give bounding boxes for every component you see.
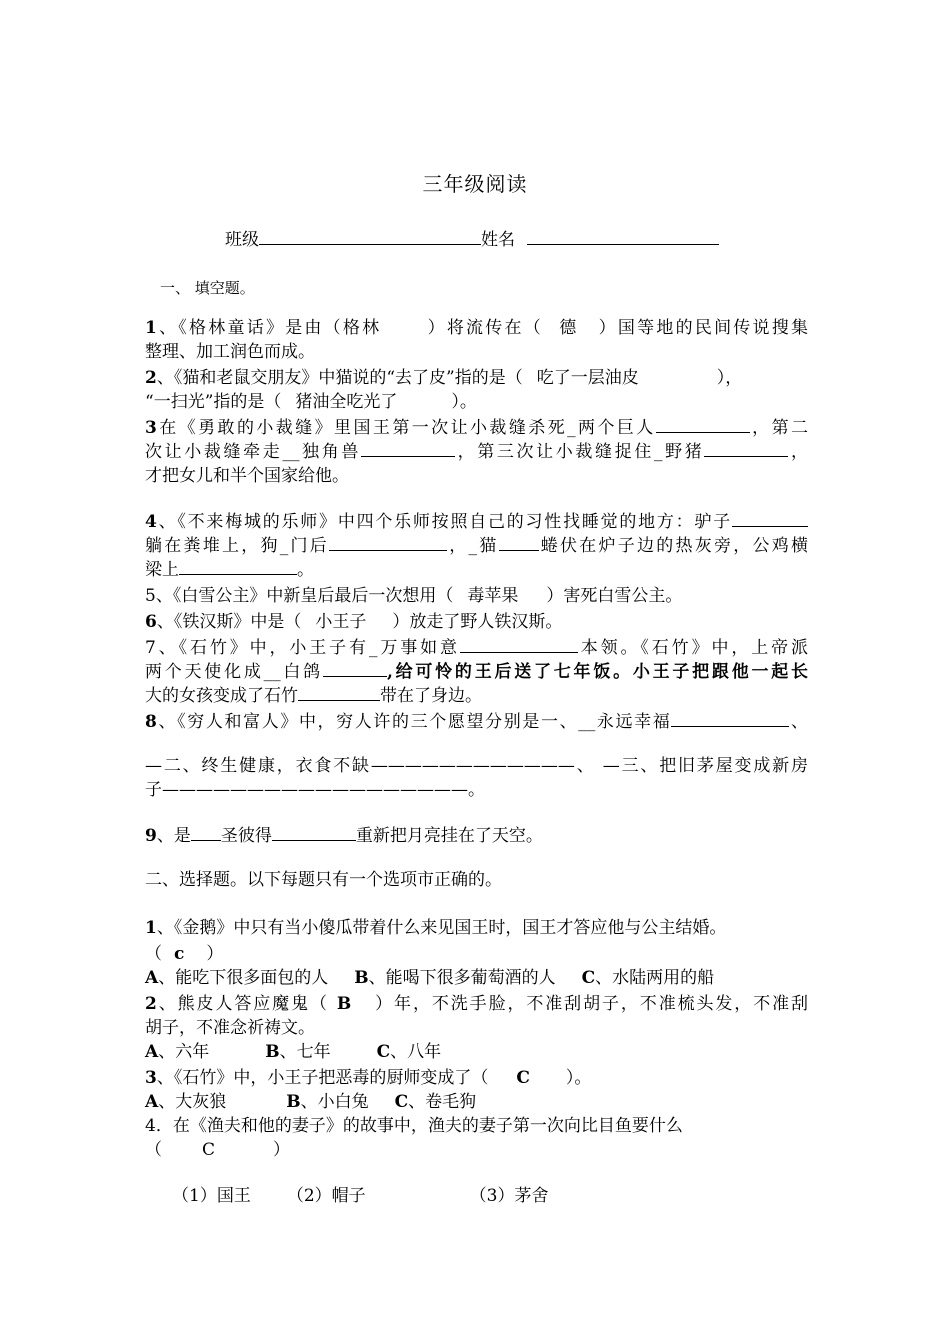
section1-heading: 一、 填空题。 (160, 279, 255, 297)
s1-q4-line1: 4、《不来梅城的乐师》中四个乐师按照自己的习性找睡觉的地方：驴子 (145, 510, 808, 534)
blank[interactable] (460, 636, 578, 653)
option-2: （2）帽子 (286, 1186, 366, 1206)
s2-q1-answer-line: （ c ） (145, 944, 224, 964)
blank[interactable] (329, 534, 447, 551)
answer: B (336, 994, 352, 1014)
answer: 猪油全吃光了 (295, 392, 398, 412)
blank[interactable] (323, 660, 387, 677)
s2-q3-line1: 3、《石竹》中，小王子把恶毒的厨师变成了（ C ）。 (145, 1068, 592, 1088)
s1-q2-line1: 2、《猫和老鼠交朋友》中猫说的“去了皮”指的是（ 吃了一层油皮 ）， (145, 368, 743, 388)
name-field[interactable] (527, 228, 719, 245)
answer: 吃了一层油皮 (536, 368, 639, 388)
answer: 毒苹果 (467, 586, 519, 606)
s2-q4-options (172, 1184, 835, 1208)
s1-q9-line: 9、是 圣彼得 重新把月亮挂在了天空。 (145, 826, 543, 846)
blank[interactable] (671, 710, 789, 727)
blank[interactable] (656, 416, 750, 433)
name-label: 姓名 (481, 230, 515, 250)
s2-q4-line1: 4．在《渔夫和他的妻子》的故事中，渔夫的妻子第一次向比目鱼要什么 (145, 1116, 683, 1136)
s1-q3-line1: 3在《勇敢的小裁缝》里国王第一次让小裁缝杀死_两个巨人 ，第二 (145, 418, 808, 438)
option-1: （1）国王 (172, 1186, 251, 1206)
class-label: 班级 (225, 230, 259, 250)
answer: 德 (556, 318, 579, 338)
s1-q4-line3: 梁上 。 (145, 560, 314, 580)
s2-q3-options: A、大灰狼 B、小白兔 C、卷毛狗 (145, 1092, 477, 1112)
s1-q3-line3: 才把女儿和半个国家给他。 (145, 466, 349, 486)
student-info-row (225, 228, 745, 252)
answer: 小王子 (315, 612, 367, 632)
blank[interactable] (272, 824, 356, 841)
blank[interactable] (298, 684, 380, 701)
s2-q1-line1: 1、《金鹅》中只有当小傻瓜带着什么来见国王时，国王才答应他与公主结婚。 (145, 918, 727, 938)
s1-q8-line1: 8、《穷人和富人》中，穷人许的三个愿望分别是一、__永远幸福 、 (145, 712, 809, 732)
section2-heading: 二、选择题。以下每题只有一个选项市正确的。 (145, 870, 502, 890)
s1-q8-line3: 子——————————————————。 (145, 780, 485, 800)
blank[interactable] (361, 440, 455, 457)
blank[interactable] (179, 558, 297, 575)
s1-q3-line2: 次让小裁缝牵走__独角兽 ，第三次让小裁缝捉住_野猪 ， (145, 442, 809, 462)
s2-q2-line2: 胡子，不准念祈祷文。 (145, 1018, 315, 1038)
s2-q4-answer-line: （ C ） (145, 1140, 291, 1160)
option-3: （3）茅舍 (469, 1186, 549, 1206)
s1-q7-line1: 7、《石竹》中，小王子有_万事如意 本领。《石竹》中，上帝派 (145, 638, 808, 658)
s1-q4-line2: 躺在粪堆上，狗_门后 ，_猫 蜷伏在炉子边的热灰旁，公鸡横 (145, 536, 808, 556)
s1-q1-line1: 1、《格林童话》是由（格林 ）将流传在（ 德 ）国等地的民间传说搜集 (145, 318, 809, 338)
s1-q1-line2: 整理、加工润色而成。 (145, 342, 315, 362)
blank[interactable] (499, 534, 539, 551)
blank[interactable] (191, 824, 221, 841)
s2-q2-line1: 2、熊皮人答应魔鬼（ B ）年，不洗手脸，不准刮胡子，不准梳头发，不准刮 (145, 994, 809, 1014)
answer: C (202, 1140, 216, 1160)
s2-q2-options: A、六年 B、七年 C、八年 (145, 1042, 442, 1062)
answer: c (174, 944, 185, 964)
s1-q8-line2: —二、终生健康，衣食不缺————————————、 —三、把旧茅屋变成新房 (145, 756, 808, 776)
s2-q1-options: A、能吃下很多面包的人 B、能喝下很多葡萄酒的人 C、水陆两用的船 (145, 968, 715, 988)
s1-q7-line3: 大的女孩变成了石竹 带在了身边。 (145, 686, 482, 706)
blank[interactable] (704, 440, 788, 457)
blank[interactable] (732, 510, 808, 527)
s1-q5-line: 5、《白雪公主》中新皇后最后一次想用（ 毒苹果 ）害死白雪公主。 (145, 586, 683, 606)
page-title: 三年级阅读 (422, 172, 528, 196)
answer: C (516, 1068, 530, 1088)
s1-q2-line2: “一扫光”指的是（ 猪油全吃光了 ）。 (145, 392, 477, 412)
class-field[interactable] (259, 228, 481, 245)
s1-q7-line2: 两个天使化成__白鸽 ,给可怜的王后送了七年饭。小王子把跟他一起长 (145, 662, 809, 682)
s1-q6-line: 6、《铁汉斯》中是（ 小王子 ）放走了野人铁汉斯。 (145, 612, 563, 632)
